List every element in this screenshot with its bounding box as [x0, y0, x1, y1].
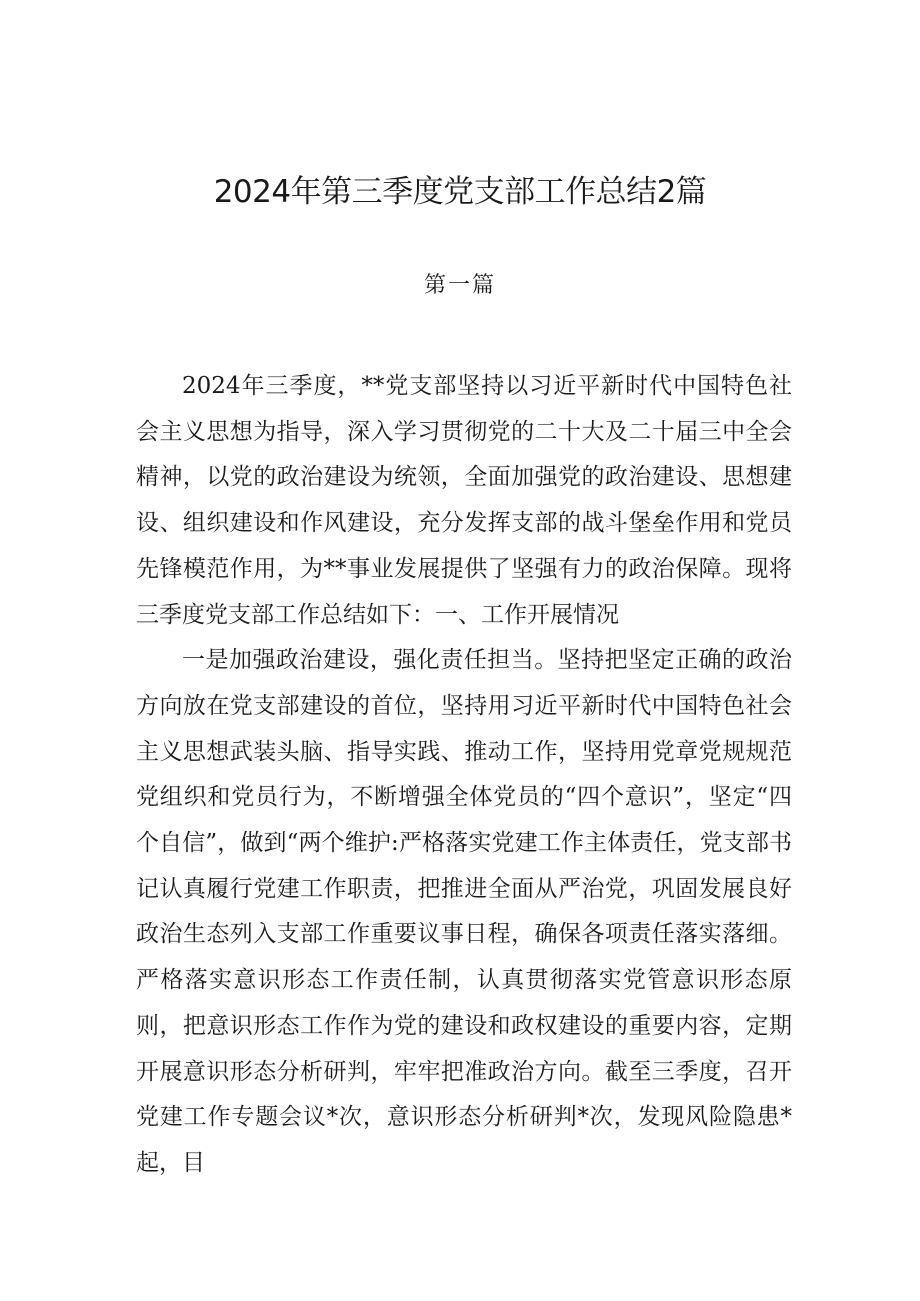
paragraph-intro: 2024年三季度，**党支部坚持以习近平新时代中国特色社会主义思想为指导，深入学习贯彻党的二十大及二十届三中全会精神，以党的政治建设为统领，全面加强党的政治建设、思想建设、组织建设和作风建设，充分发挥支部的战斗堡垒作用和党员先锋模范作用，为**事业发展提供了坚强有力的政治保障。现将三季度党支部工作总结如下：一、工作开展情况 [136, 373, 792, 628]
document-title: 2024年第三季度党支部工作总结2篇 [213, 174, 707, 210]
section-heading: 第一篇 [423, 273, 496, 298]
paragraph-political-building: 一是加强政治建设，强化责任担当。坚持把坚定正确的政治方向放在党支部建设的首位，坚持用习近平新时代中国特色社会主义思想武装头脑、指导实践、推动工作，坚持用党章党规规范党组织和党员行为，不断增强全体党员的“四个意识”，坚定“四个自信”，做到“两个维护:严格落实党建工作主体责任，党支部书记认真履行党建工作职责，把推进全面从严治党，巩固发展良好政治生态列入支部工作重要议事日程，确保各项责任落实落细。严格落实意识形态工作责任制，认真贯彻落实党管意识形态原则，把意识形态工作作为党的建设和政权建设的重要内容，定期开展意识形态分析研判，牢牢把准政治方向。截至三季度，召开党建工作专题会议*次，意识形态分析研判*次，发现风险隐患*起，目 [136, 647, 792, 1176]
document-body [136, 364, 792, 1187]
